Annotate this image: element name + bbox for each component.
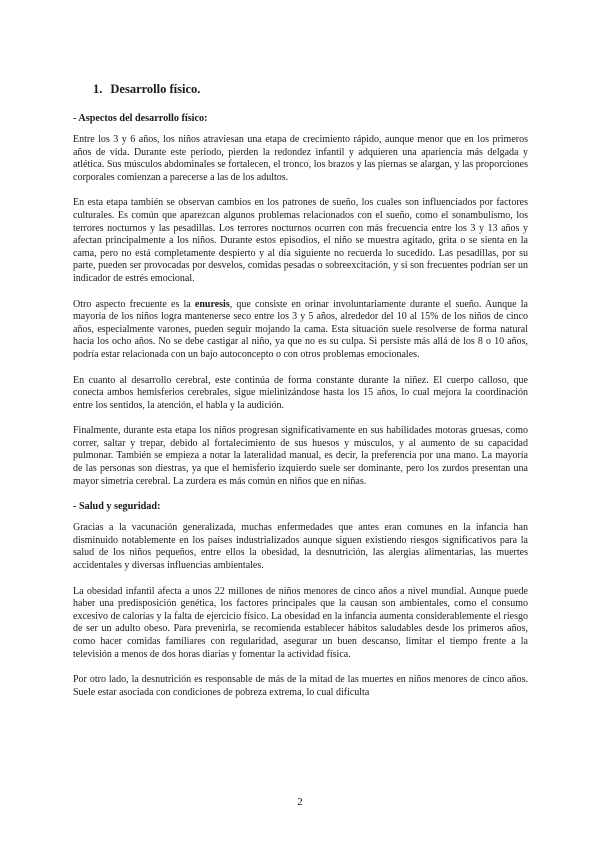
paragraph-enuresis [73, 299, 528, 362]
page-number: 2 [297, 796, 303, 808]
paragraph-sleep: En esta etapa también se observan cambios en los patrones de sueño, los cuales son influenciados por factores culturales. Es común que aparezcan algunos problemas relacionados con el sueño, como el sonambulismo, los terrores nocturnos y las pesadillas. Los terrores nocturnos ocurren con más frecuencia entre los 3 y 13 años y afectan principalmente a los niños. Durante estos episodios, el niño se muestra agitado, grita o se sienta en la cama, pero no está completamente despierto y al día siguiente no recuerda lo sucedido. Las pesadillas, por su parte, pueden ser provocadas por desvelos, comidas pesadas o sobreexcitación, y si son frecuentes podrían ser un indicador de estrés emocional. [73, 197, 528, 284]
paragraph-motor-skills: Finalmente, durante esta etapa los niños progresan significativamente en sus habilidades motoras gruesas, como correr, saltar y trepar, debido al fortalecimiento de sus huesos y músculos, y al aumento de su capacidad pulmonar. También se empieza a notar la lateralidad manual, es decir, la preferencia por una mano. La mayoría de las personas son diestras, ya que el hemisferio izquierdo suele ser dominante, pero los zurdos presentan una mayor simetría cerebral. La zurdera es más común en niños que en niñas. [73, 425, 528, 487]
subheading-health-safety: - Salud y seguridad: [73, 501, 161, 513]
enuresis-term: enuresis [194, 298, 230, 310]
paragraph-vaccination: Gracias a la vacunación generalizada, muchas enfermedades que antes eran comunes en la infancia han disminuido notablemente en los países industrializados aunque siguen existiendo riesgos significativos para la salud de los niños pequeños, entre ellos la obesidad, la desnutrición, las alergias alimentarias, las muertes accidentales y diversas influencias ambientales. [73, 522, 528, 572]
paragraph-obesity: La obesidad infantil afecta a unos 22 millones de niños menores de cinco años a nivel mundial. Aunque puede haber una predisposición genética, los factores principales que la causan son ambientales, como el consumo excesivo de calorías y la falta de ejercicio físico. La obesidad en la infancia aumenta considerablemente el riesgo de ser un adulto obeso. Para prevenirla, se recomienda establecer hábitos saludables desde los primeros años, como hacer comidas familiares con regularidad, asegurar un buen descanso, limitar el tiempo frente a la televisión a menos de dos horas diarias y fomentar la actividad física. [73, 585, 528, 660]
paragraph-brain: En cuanto al desarrollo cerebral, este continúa de forma constante durante la niñez. El cuerpo calloso, que conecta ambos hemisferios cerebrales, sigue mielinizándose hasta los 15 años, lo cual mejora la coordinación entre los sentidos, la atención, el habla y la audición. [73, 374, 528, 411]
enuresis-text: , que consiste en orinar involuntariamente durante el sueño. Aunque la mayoría de los niños logra mantenerse seco entre los 3 y 5 años, alrededor del 10 al 15% de los niños de cinco años, especialmente varones, pueden seguir mojando la cama. Esta situación suele resolverse de forma natural hacia los ocho años. No se debe castigar al niño, ya que no es su culpa. Si persiste más allá de los 8 o 10 años, podría estar relacionada con un bajo autoconcepto o con otros problemas emocionales. [73, 298, 528, 360]
section-heading [93, 82, 528, 97]
section-title: Desarrollo físico. [110, 82, 201, 96]
enuresis-intro: Otro aspecto frecuente es la [73, 298, 195, 310]
section-number: 1. [93, 82, 103, 96]
page-content [73, 82, 528, 712]
paragraph-growth: Entre los 3 y 6 años, los niños atraviesan una etapa de crecimiento rápido, aunque menor que en los primeros años de vida. Durante este periodo, pierden la redondez infantil y adquieren una apariencia más delgada y atlética. Sus músculos abdominales se fortalecen, el tronco, los brazos y las piernas se alargan, y las proporciones corporales comienzan a parecerse a las de los adultos. [73, 134, 528, 183]
subheading-physical-aspects: - Aspectos del desarrollo físico: [73, 113, 208, 124]
paragraph-malnutrition: Por otro lado, la desnutrición es responsable de más de la mitad de las muertes en niños menores de cinco años. Suele estar asociada con condiciones de pobreza extrema, lo cual dificulta [73, 674, 528, 698]
